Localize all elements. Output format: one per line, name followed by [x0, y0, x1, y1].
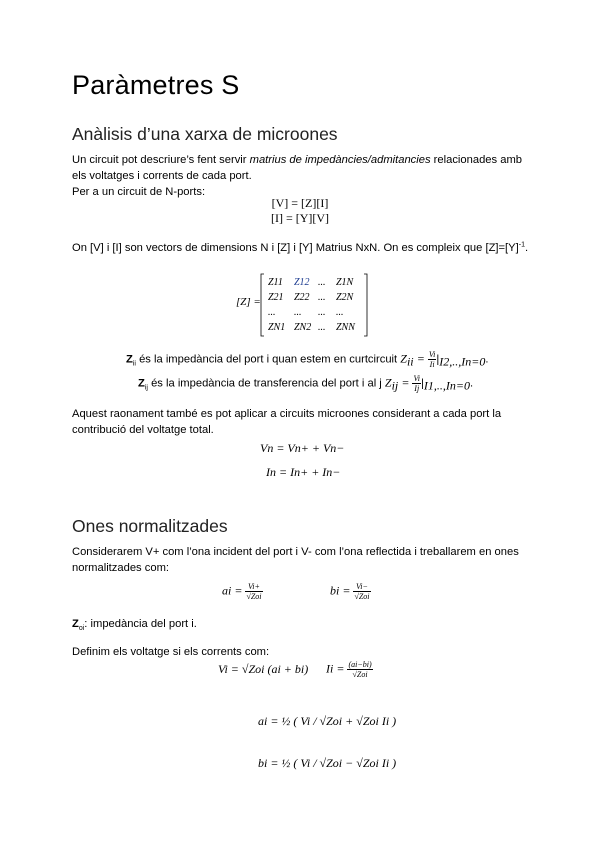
vectors-text: On [V] i [I] son vectors de dimensions N i [Z] i [Y] Matrius NxN. On es compleix que [Z]=[Y]	[72, 242, 519, 254]
equals-sign: =	[416, 351, 428, 366]
zii-eq-sub: ii	[406, 354, 414, 369]
equation-bi-full: bi = ½ ( Vi / √Zoi − √Zoi Ii )	[258, 756, 397, 770]
equation-v-zi: [V] = [Z][I]	[271, 196, 329, 210]
equation-ai-full: ai = ½ ( Vi / √Zoi + √Zoi Ii )	[258, 714, 397, 728]
define-line: Definim els voltatge si els corrents com:	[72, 646, 270, 658]
equation-vi: Vi = √Zoi (ai + bi)	[218, 662, 309, 676]
zii-den: Ii	[429, 360, 435, 369]
consider-paragraph	[72, 544, 552, 576]
matrix-cell: ZNN	[336, 322, 355, 333]
page-title: Paràmetres S	[72, 70, 240, 100]
zij-eq-lhs: Z	[384, 375, 392, 390]
matrix-cell: Z21	[268, 292, 284, 303]
vectors-paragraph	[72, 240, 552, 256]
z-matrix	[236, 272, 366, 338]
equation-vn: Vn = Vn+ + Vn−	[260, 441, 345, 455]
reason-line2: contribució del voltatge total.	[72, 424, 214, 436]
zij-eq-sub: ij	[391, 378, 399, 393]
zoi-sub: oi	[78, 625, 85, 633]
matrix-cell: Z12	[294, 277, 310, 288]
equals-sign: =	[401, 375, 413, 390]
zoi-label: Z	[72, 618, 79, 630]
consider-line2: normalitzades com:	[72, 562, 169, 574]
zij-text: és la impedància de transferencia del port i al j	[147, 377, 385, 390]
matrix-lhs: [Z] =	[236, 296, 261, 308]
matrix-cell: ...	[318, 307, 326, 318]
matrix-cell: ZN1	[268, 322, 286, 333]
matrix-cell: ...	[318, 292, 326, 303]
zii-sub: ii	[132, 360, 136, 368]
zii-definition: $Z_{ii}$ és la impedància del port i quan estem en curtcircuit $Z_{ii}$ = $\frac{Vi}{Ii}$ $|_{I2,..,In=0}$.	[126, 350, 489, 369]
matrix-cell: Z1N	[336, 277, 354, 288]
eq-b-fraction	[353, 582, 370, 601]
matrix-cell: Z11	[268, 277, 283, 288]
zii-fraction	[428, 350, 437, 369]
equation-in: In = In+ + In−	[266, 465, 341, 479]
eq-b-den: √Zoi	[354, 592, 370, 601]
consider-line1: Considerarem V+ com l’ona incident del port i V- com l’ona reflectida i treballarem en ones	[72, 546, 519, 558]
matrix-cell: ...	[268, 307, 276, 318]
matrix-cell: ZN2	[294, 322, 312, 333]
zoi-text: : impedància del port i.	[84, 618, 197, 630]
vectors-sup: -1	[518, 241, 525, 249]
reason-paragraph	[72, 406, 552, 438]
eq-a-lhs: ai =	[222, 583, 243, 598]
zii-label: Z	[126, 353, 133, 366]
vectors-end: .	[524, 242, 529, 254]
equation-bi-def	[330, 582, 371, 601]
intro-line2: els voltatges i corrents de cada port.	[72, 170, 252, 182]
intro-text-a: Un circuit pot descriure’s fent servir	[72, 154, 250, 166]
intro-emphasis: matrius de impedàncies/admitancies	[249, 154, 431, 166]
eq-ii-fraction	[347, 660, 372, 679]
equation-ii	[326, 660, 373, 679]
equation-ai-def	[222, 582, 263, 601]
eq-ii-num: (ai−bi)	[348, 660, 372, 669]
zoi-definition	[72, 616, 197, 632]
zij-num: Vi	[413, 374, 420, 383]
reason-line1: Aquest raonament també es pot aplicar a circuits microones considerant a cada port la	[72, 408, 502, 420]
equation-i-yv: [I] = [Y][V]	[270, 211, 330, 225]
intro-paragraph	[72, 152, 542, 200]
zii-num: Vi	[428, 350, 436, 359]
matrix-cell: Z22	[294, 292, 310, 303]
zij-sub: ij	[144, 384, 148, 392]
zii-eq-lhs: Z	[400, 351, 407, 366]
intro-text-b: relacionades amb	[430, 154, 522, 166]
nport-line: Per a un circuit de N-ports:	[72, 186, 206, 198]
eq-a-num: Vi+	[245, 582, 262, 592]
eq-ii-lhs: Ii =	[326, 661, 345, 676]
zij-den: Ij	[414, 384, 420, 393]
eq-b-lhs: bi =	[330, 583, 351, 598]
zij-cond: I1,..,In=0	[423, 378, 470, 393]
matrix-cell: ...	[318, 322, 326, 333]
zij-label: Z	[138, 377, 145, 390]
zij-fraction	[412, 374, 421, 393]
eq-a-fraction	[245, 582, 262, 601]
zii-text: és la impedància del port i quan estem en curtcircuit	[135, 353, 401, 366]
matrix-cell: Z2N	[336, 292, 354, 303]
matrix-cell: ...	[294, 307, 302, 318]
zii-cond: I2,..,In=0	[439, 354, 486, 369]
eq-b-num: Vi−	[353, 582, 370, 592]
section-heading-normalized: Ones normalitzades	[72, 516, 228, 536]
matrix-cell: ...	[336, 307, 344, 318]
section-heading-analysis: Anàlisis d’una xarxa de microones	[72, 124, 338, 144]
zij-definition: $Z_{ij}$ és la impedància de transferencia del port i al j $Z_{ij}$ = $\frac{Vi}{Ij}$ $|_{I1,..,In=0}$.	[138, 374, 474, 393]
eq-ii-den: √Zoi	[352, 670, 368, 679]
eq-a-den: √Zoi	[246, 592, 262, 601]
matrix-cell: ...	[318, 277, 326, 288]
